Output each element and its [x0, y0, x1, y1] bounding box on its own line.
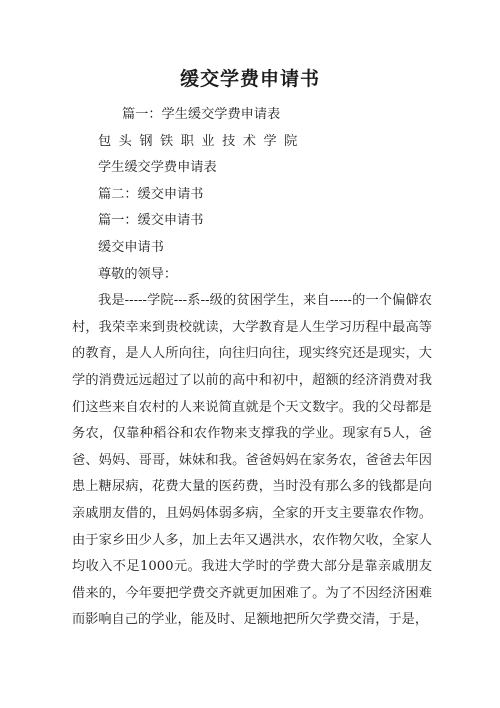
section-heading: 篇二：缓交申请书	[98, 186, 204, 202]
document-body	[72, 102, 432, 634]
section-heading: 篇一：缓交申请书	[98, 213, 204, 229]
body-paragraph: 我是-----学院---系--级的贫困学生，来自-----的一个偏僻农村，我荣幸来到贵校就读，大学教育是人生学习历程中最高等的教育，是人人所向往，向往归向往，现实终究还是现实，大学的消费远远超过了以前的高中和初中，超额的经济消费对我们这些来自农村的人来说简直就是个天文数字。我的父母都是务农，仅靠种稻谷和农作物来支撑我的学业。现家有5人，爸爸、妈妈、哥哥，妹妹和我。爸爸妈妈在家务农，爸爸去年因患上糖尿病，花费大量的医药费，当时没有那么多的钱都是向亲戚朋友借的，且妈妈体弱多病，全家的开支主要靠农作物。由于家乡田少人多，加上去年又遇洪水，农作物欠收，全家人均收入不足1000元。我进大学时的学费大部分是靠亲戚朋友借来的，今年要把学费交齐就更加困难了。为了不因经济困难而影响自己的学业，能及时、足额地把所欠学费交清，于是，	[72, 293, 432, 628]
document-title: 缓交学费申请书	[179, 68, 320, 90]
section-heading: 篇一：学生缓交学费申请表	[122, 107, 281, 122]
letter-title: 缓交申请书	[98, 239, 164, 255]
salutation: 尊敬的领导：	[98, 266, 178, 282]
school-name: 包头钢铁职业技术学院	[98, 133, 305, 149]
form-name: 学生缓交学费申请表	[98, 160, 217, 176]
